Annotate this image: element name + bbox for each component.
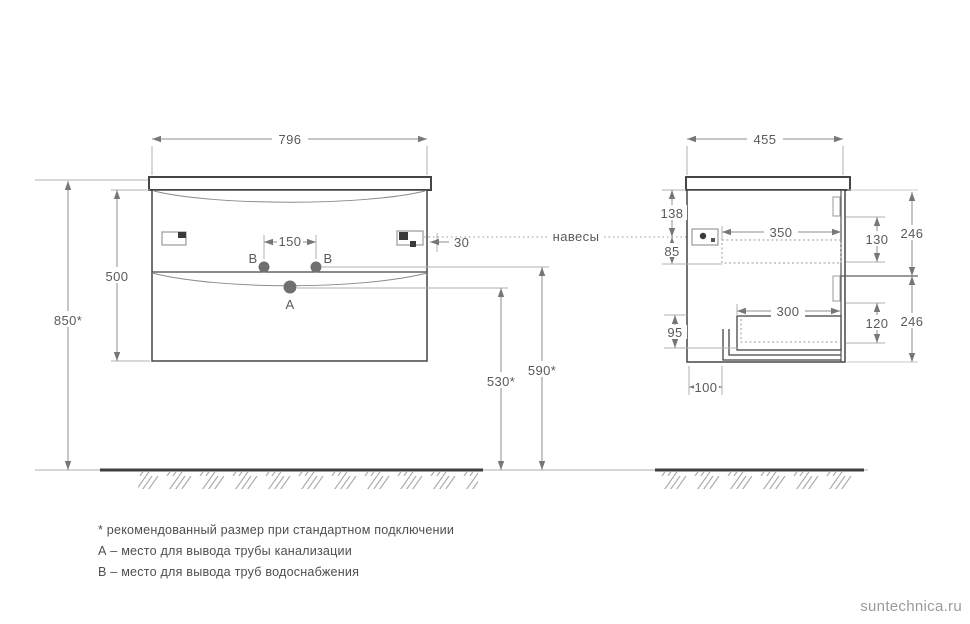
dim-height-500 bbox=[101, 190, 150, 361]
dim-530-label: 530* bbox=[486, 374, 516, 389]
front-view bbox=[35, 131, 562, 470]
dim-pipe-offset-100 bbox=[689, 366, 722, 395]
bracket-hook-small bbox=[711, 238, 715, 242]
dim-246-top-label: 246 bbox=[900, 226, 924, 241]
bottom-drawer-box bbox=[737, 316, 841, 350]
bracket-hook bbox=[399, 232, 408, 240]
dim-590-label: 590* bbox=[527, 363, 557, 378]
dim-350-label: 350 bbox=[769, 225, 793, 240]
dim-front-height-246-top bbox=[896, 192, 929, 276]
countertop-side bbox=[686, 177, 850, 190]
bracket-dot bbox=[700, 233, 706, 239]
footnotes bbox=[98, 520, 454, 583]
floor bbox=[35, 470, 868, 489]
floor-hatching-left bbox=[138, 472, 478, 489]
dim-front-height-246-bottom bbox=[896, 276, 929, 362]
bracket-hook-small bbox=[410, 241, 416, 247]
countertop-front bbox=[149, 177, 431, 190]
dim-hanger-offset-30 bbox=[430, 233, 469, 252]
dim-300-label: 300 bbox=[776, 304, 800, 319]
dim-100-label: 100 bbox=[694, 380, 718, 395]
point-a-label: A bbox=[285, 297, 295, 312]
dim-clearance-120 bbox=[846, 303, 893, 343]
dim-95-label: 95 bbox=[667, 325, 683, 340]
hanger-bracket-side bbox=[692, 229, 718, 245]
dim-drain-height-530 bbox=[481, 288, 521, 470]
dim-depth-455 bbox=[687, 131, 843, 175]
side-view bbox=[657, 131, 929, 395]
point-b-right-label: B bbox=[323, 251, 333, 266]
dim-796-label: 796 bbox=[278, 132, 302, 147]
footnote-recommended-size: * рекомендованный размер при стандартном подключении bbox=[98, 523, 455, 537]
dim-width-796 bbox=[152, 131, 427, 175]
hanger-bracket-right bbox=[397, 231, 423, 247]
floor-hatching-right bbox=[658, 472, 860, 489]
dim-246-bottom-label: 246 bbox=[900, 314, 924, 329]
dim-850-label: 850* bbox=[53, 313, 83, 328]
drain-outlet-dot bbox=[284, 281, 297, 294]
drawer-side-panel-top bbox=[833, 197, 840, 216]
dim-130-label: 130 bbox=[865, 232, 889, 247]
water-outlet-left-dot bbox=[259, 262, 270, 273]
footnote-point-a: А – место для вывода трубы канализации bbox=[98, 544, 353, 558]
dim-30-label: 30 bbox=[454, 235, 470, 250]
dim-455-label: 455 bbox=[753, 132, 777, 147]
bracket-hook bbox=[178, 232, 186, 238]
dim-150-label: 150 bbox=[278, 234, 302, 249]
dim-120-label: 120 bbox=[865, 316, 889, 331]
dim-500-label: 500 bbox=[105, 269, 129, 284]
dim-water-height-590 bbox=[522, 267, 562, 470]
dim-138-label: 138 bbox=[660, 206, 684, 221]
hangers-label: навесы bbox=[552, 229, 600, 244]
dim-clearance-130 bbox=[846, 217, 893, 262]
footnote-point-b: В – место для вывода труб водоснабжения bbox=[98, 565, 360, 579]
water-outlet-right-dot bbox=[311, 262, 322, 273]
dim-85-label: 85 bbox=[664, 244, 680, 259]
watermark-suntechnica: suntechnica.ru bbox=[860, 598, 962, 615]
point-b-left-label: B bbox=[248, 251, 258, 266]
dim-mount-height-850 bbox=[49, 181, 88, 470]
cabinet-body-front bbox=[152, 190, 427, 361]
hanger-bracket-left bbox=[162, 232, 186, 245]
drawer-side-panel-bottom bbox=[833, 276, 840, 301]
dim-hanger-top-138 bbox=[657, 190, 687, 237]
